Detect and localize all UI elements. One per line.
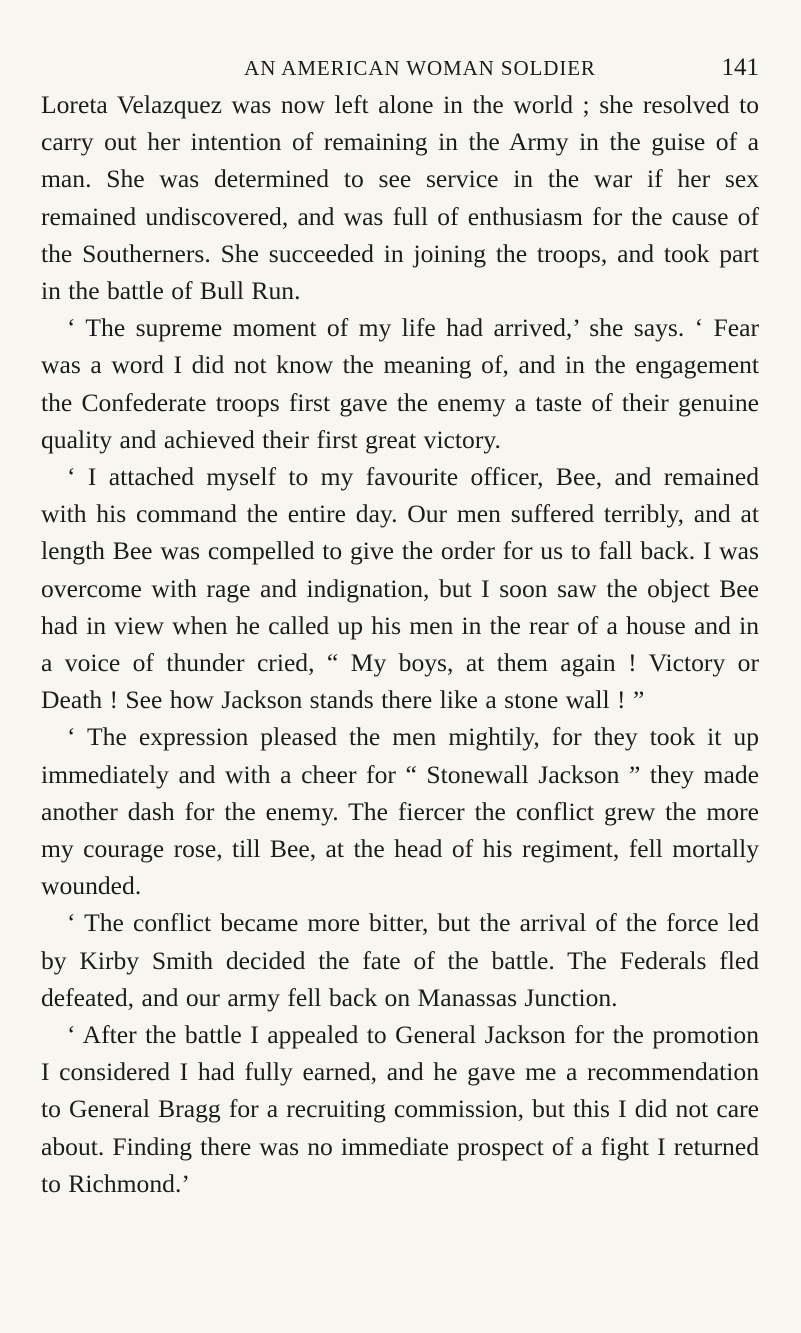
page-number: 141 bbox=[721, 54, 759, 81]
page-body bbox=[41, 86, 759, 1202]
paragraph: Loreta Velazquez was now left alone in the world ; she resolved to carry out her intention of remaining in the Army in the guise of a man. She was determined to see service in the war if her sex remained undiscovered, and was full of enthusiasm for the cause of the Southerners. She succeeded in joining the troops, and took part in the battle of Bull Run. bbox=[41, 90, 759, 306]
paragraph: ‘ The expression pleased the men mightily, for they took it up immediately and with a cheer for “ Stonewall Jackson ” they made another dash for the enemy. The fiercer the conflict grew the more my courage rose, till Bee, at the head of his regiment, fell mortally wounded. bbox=[41, 722, 759, 901]
running-head-title: AN AMERICAN WOMAN SOLDIER bbox=[244, 56, 596, 80]
running-head bbox=[41, 56, 759, 90]
paragraph: ‘ The supreme moment of my life had arrived,’ she says. ‘ Fear was a word I did not know the meaning of, and in the engagement the Confederate troops first gave the enemy a taste of their genuine quality and achieved their first great victory. bbox=[41, 313, 759, 454]
paragraph: ‘ After the battle I appealed to General Jackson for the promotion I considered I had fully earned, and he gave me a recommendation to General Bragg for a recruiting commission, but this I did not care about. Finding there was no immediate prospect of a fight I returned to Richmond.’ bbox=[41, 1020, 759, 1198]
paragraph: ‘ I attached myself to my favourite officer, Bee, and remained with his command the entire day. Our men suffered terribly, and at length Bee was compelled to give the order for us to fall back. I was overcome with rage and indignation, but I soon saw the object Bee had in view when he called up his men in the rear of a house and in a voice of thunder cried, “ My boys, at them again ! Victory or Death ! See how Jackson stands there like a stone wall ! ” bbox=[41, 462, 759, 715]
paragraph: ‘ The conflict became more bitter, but the arrival of the force led by Kirby Smith decided the fate of the battle. The Federals fled defeated, and our army fell back on Manassas Junction. bbox=[41, 908, 759, 1012]
